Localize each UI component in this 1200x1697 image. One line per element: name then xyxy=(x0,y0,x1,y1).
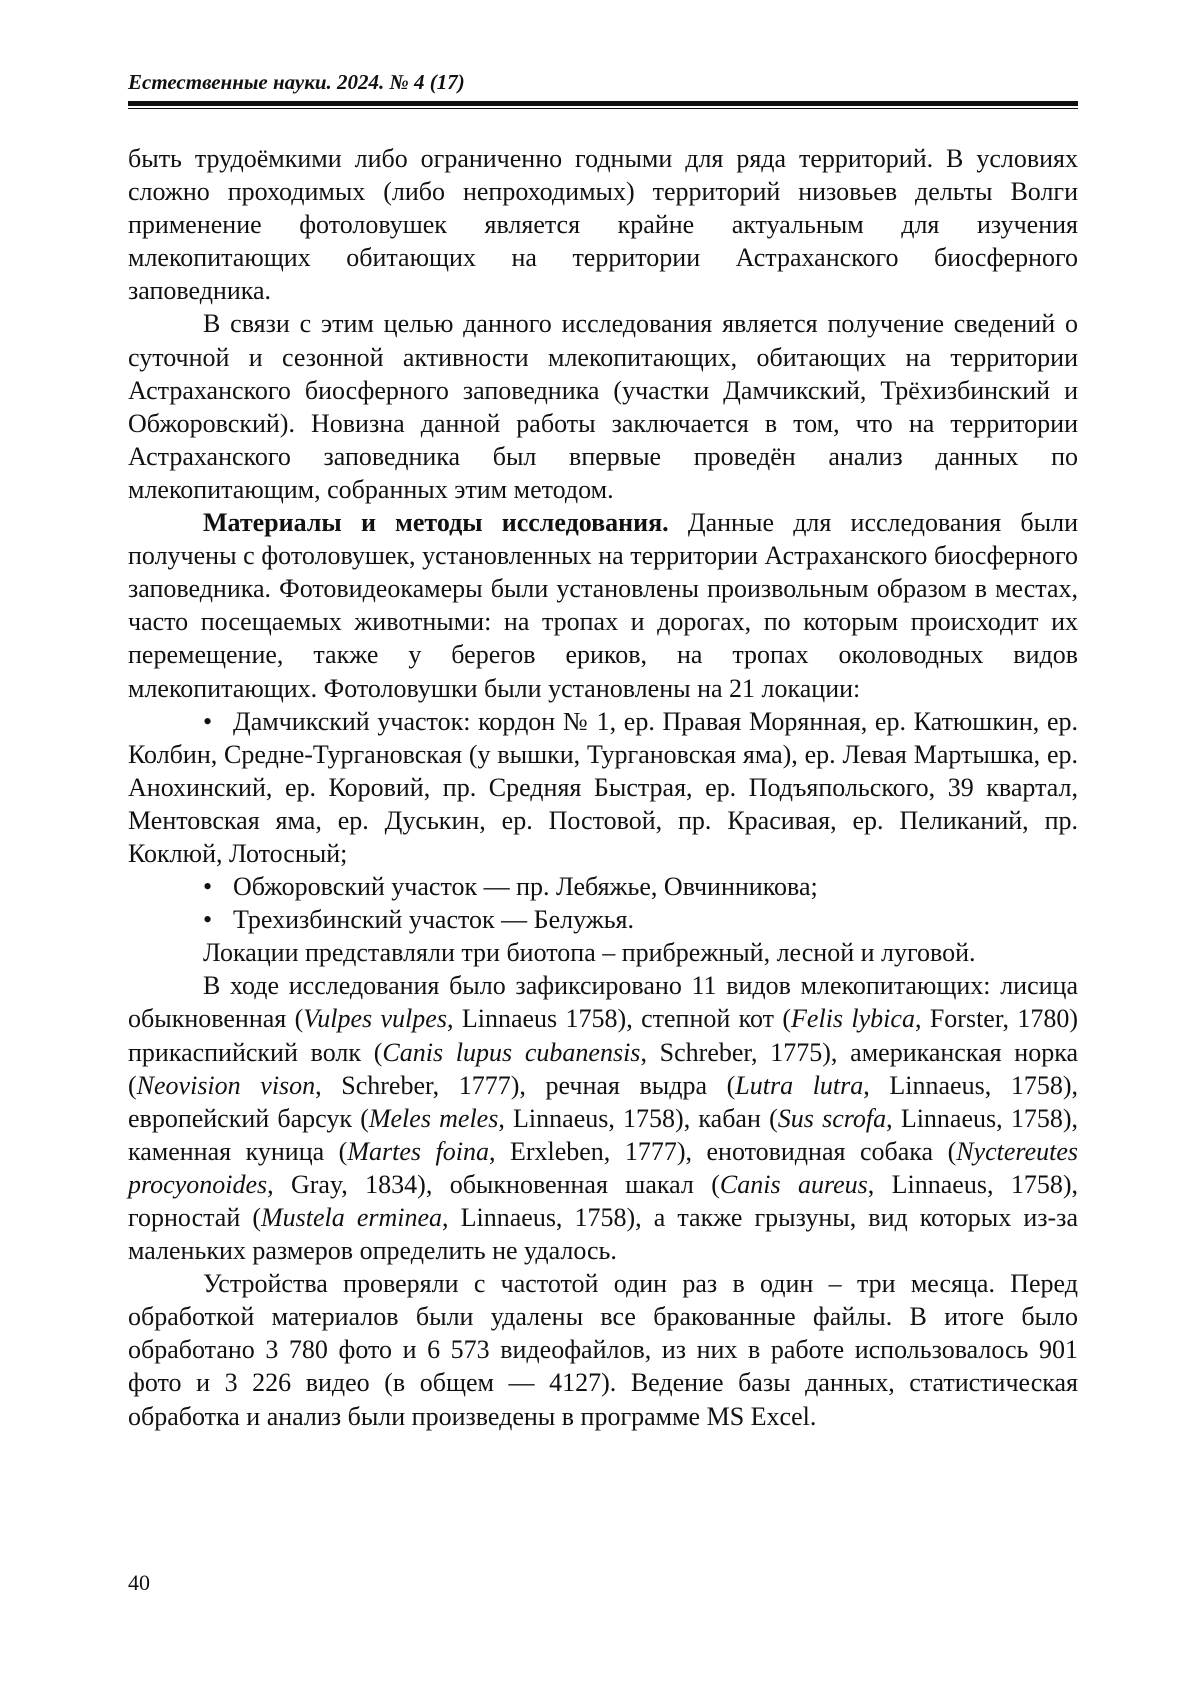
species-text: , Linnaeus, 1758), а также грызуны, вид которых из-за маленьких размеров определить не удалось. xyxy=(128,1203,1078,1266)
species-latin-name: Felis lybica xyxy=(791,1004,915,1034)
paragraph-1: быть трудоёмкими либо ограниченно годными для ряда территорий. В условиях сложно проходимых (либо непроходимых) территорий низовьев дельты Волги применение фотоловушек является крайне актуальным для изучения млекопитающих обитающих на территории Астраханского биосферного заповедника. xyxy=(128,144,1078,306)
bullet-icon: • xyxy=(203,905,213,935)
species-latin-name: Martes foina xyxy=(347,1136,489,1166)
species-text: В ходе исследования было зафиксировано 11 видов млекопитающих: лисица обыкновенная ( xyxy=(128,971,1078,1034)
species-latin-name: Canis aureus xyxy=(719,1169,868,1199)
species-text: , Schreber, 1775), американская норка ( xyxy=(128,1037,1078,1100)
section-heading-materials-methods: Материалы и методы исследования. xyxy=(203,508,669,538)
list-item-text: Дамчикский участок: кордон № 1, ер. Правая Морянная, ер. Катюшкин, ер. Колбин, Средне-Тургановская (у вышки, Тургановская яма), ер. Левая Мартышка, ер. Анохинский, ер. Коровий, пр. Средняя Быстрая, ер. Подъяпольского, 39 квартал, Ментовская яма, ер. Дуськин, ер. Постовой, пр. Красивая, ер. Пеликаний, пр. Коклюй, Лотосный; xyxy=(128,706,1078,868)
species-text: , Linnaeus, 1758), кабан ( xyxy=(498,1103,778,1133)
list-item xyxy=(128,705,1078,870)
species-text: , Forster, 1780) прикаспийский волк ( xyxy=(128,1004,1079,1067)
article-body xyxy=(128,142,1078,1433)
list-item xyxy=(128,903,1078,936)
list-item xyxy=(128,870,1078,903)
species-text: , Linnaeus, 1758), горностай ( xyxy=(128,1169,1078,1232)
species-text: , Gray, 1834), обыкновенная шакал ( xyxy=(267,1169,720,1199)
paragraph-5-species xyxy=(128,969,1078,1267)
paragraph-6: Устройства проверяли с частотой один раз в один – три месяца. Перед обработкой материалов были удалены все бракованные файлы. В итоге было обработано 3 780 фото и 6 573 видеофайлов, из них в работе использовалось 901 фото и 3 226 видео (в общем — 4127). Ведение базы данных, статистическая обработка и анализ были произведены в программе MS Excel. xyxy=(128,1269,1078,1431)
species-text: , Erxleben, 1777), енотовидная собака ( xyxy=(488,1136,957,1166)
page-number: 40 xyxy=(128,1570,150,1595)
header-rule xyxy=(128,101,1078,109)
paragraph-2: В связи с этим целью данного исследования является получение сведений о суточной и сезонной активности млекопитающих, обитающих на территории Астраханского биосферного заповедника (участки Дамчикский, Трёхизбинский и Обжоровский). Новизна данной работы заключается в том, что на территории Астраханского заповедника был впервые проведён анализ данных по млекопитающим, собранных этим методом. xyxy=(128,309,1078,504)
paragraph-3-text: Данные для исследования были получены с фотоловушек, установленных на территории Астраханского биосферного заповедника. Фотовидеокамеры были установлены произвольным образом в местах, часто посещаемых животными: на тропах и дорогах, по которым происходит их перемещение, также у берегов ериков, на тропах околоводных видов млекопитающих. Фотоловушки были установлены на 21 локации: xyxy=(128,508,1079,703)
species-latin-name: Sus scrofa xyxy=(777,1103,887,1133)
list-item-text: Трехизбинский участок — Белужья. xyxy=(233,905,635,935)
species-text: , Linnaeus, 1758), европейский барсук ( xyxy=(128,1070,1078,1133)
species-text: , Linnaeus, 1758), каменная куница ( xyxy=(128,1103,1078,1166)
species-latin-name: Canis lupus cubanensis xyxy=(382,1037,641,1067)
species-latin-name: Mustela erminea xyxy=(261,1203,443,1232)
species-latin-name: Neovision vison xyxy=(136,1070,316,1100)
bullet-icon: • xyxy=(203,706,213,736)
bullet-icon: • xyxy=(203,872,213,902)
species-text: , Schreber, 1777), речная выдра ( xyxy=(315,1070,736,1100)
locations-list xyxy=(128,705,1078,937)
paragraph-4: Локации представляли три биотопа – прибрежный, лесной и луговой. xyxy=(203,938,976,968)
species-latin-name: Lutra lutra xyxy=(735,1070,864,1100)
list-item-text: Обжоровский участок — пр. Лебяжье, Овчинникова; xyxy=(233,872,818,902)
paragraph-3 xyxy=(128,506,1078,705)
running-header: Естественные науки. 2024. № 4 (17) xyxy=(128,70,465,94)
species-text: , Linnaeus 1758), степной кот ( xyxy=(446,1004,792,1034)
species-latin-name: Meles meles xyxy=(368,1103,499,1133)
species-latin-name: Nyctereutes procyonoides xyxy=(128,1136,1078,1199)
species-latin-name: Vulpes vulpes xyxy=(303,1004,447,1034)
